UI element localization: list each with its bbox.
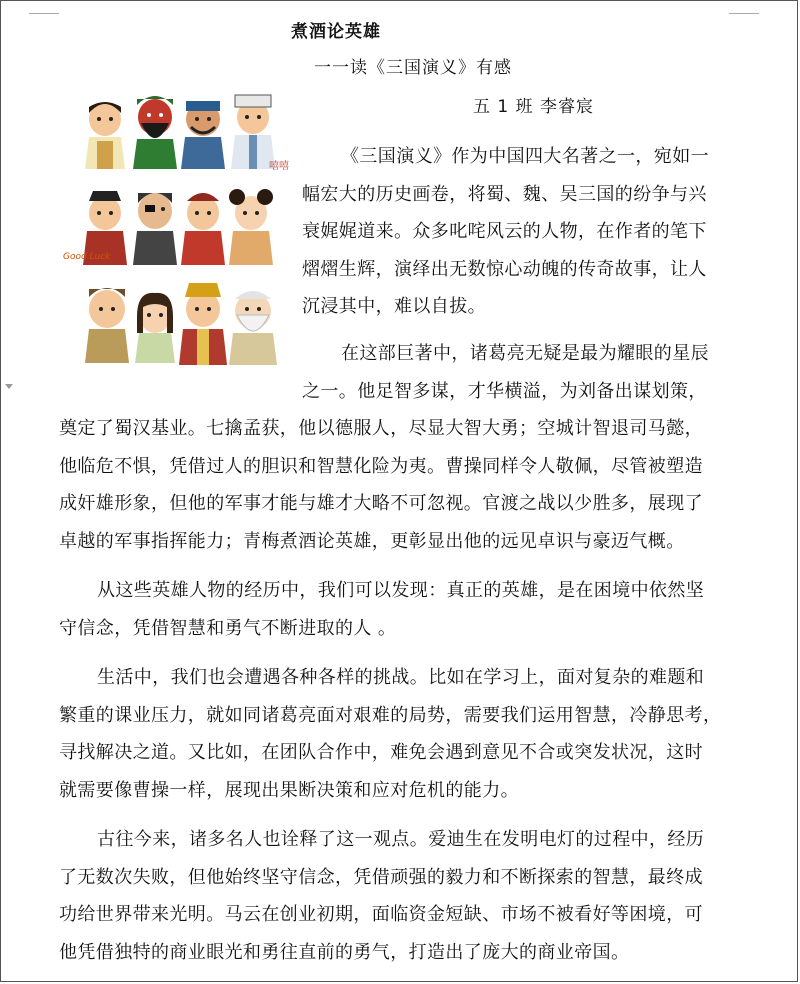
sticker-text: 嘻嘻 xyxy=(269,161,289,172)
character-figure xyxy=(229,291,277,365)
three-kingdoms-characters-illustration xyxy=(61,89,293,379)
body-line: 繁重的课业压力，就如同诸葛亮面对艰难的局势，需要我们运用智慧，冷静思考， xyxy=(59,705,722,726)
body-line: 沉浸其中，难以自拔。 xyxy=(302,296,486,317)
essay-subtitle: 一一读《三国演义》有感 xyxy=(314,58,512,78)
good-luck-logo: Good Luck xyxy=(63,252,111,262)
body-line: 生活中，我们也会遭遇各种各样的挑战。比如在学习上，面对复杂的难题和 xyxy=(97,667,705,688)
body-line: 他凭借独特的商业眼光和勇往直前的勇气，打造出了庞大的商业帝国。 xyxy=(59,942,630,963)
character-figure xyxy=(85,288,129,363)
character-figure xyxy=(133,193,177,265)
page-corner-mark xyxy=(729,5,759,14)
body-line: 守信念，凭借智慧和勇气不断进取的人 。 xyxy=(59,618,397,639)
body-line: 他临危不惧，凭借过人的胆识和智慧化险为夷。曹操同样令人敬佩，尽管被塑造 xyxy=(59,456,703,477)
character-figure xyxy=(229,189,273,265)
character-figure xyxy=(133,96,177,169)
body-line: 衰娓娓道来。众多叱咤风云的人物，在作者的笔下 xyxy=(302,221,707,242)
character-figure xyxy=(179,283,227,365)
body-line: 在这部巨著中，诸葛亮无疑是最为耀眼的星辰 xyxy=(341,343,709,364)
body-line: 古往今来，诸多名人也诠释了这一观点。爱迪生在发明电灯的过程中，经历 xyxy=(97,829,705,850)
body-line: 寻找解决之道。又比如，在团队合作中，难免会遇到意见不合或突发状况，这时 xyxy=(59,742,703,763)
character-figure xyxy=(181,193,225,265)
character-figure xyxy=(231,95,275,169)
body-line: 功给世界带来光明。马云在创业初期，面临资金短缺、市场不被看好等困境，可 xyxy=(59,904,703,925)
body-line: 《三国演义》作为中国四大名著之一，宛如一 xyxy=(341,146,709,167)
body-line: 熠熠生辉，演绎出无数惊心动魄的传奇故事，让人 xyxy=(302,259,707,280)
page-corner-mark xyxy=(29,5,59,14)
body-line: 幅宏大的历史画卷，将蜀、魏、吴三国的纷争与兴 xyxy=(302,184,707,205)
body-line: 卓越的军事指挥能力；青梅煮酒论英雄，更彰显出他的远见卓识与豪迈气概。 xyxy=(59,531,685,552)
characters-image xyxy=(61,89,293,379)
body-line: 奠定了蜀汉基业。七擒孟获，他以德服人，尽显大智大勇；空城计智退司马懿， xyxy=(59,418,703,439)
body-line: 从这些英雄人物的经历中，我们可以发现：真正的英雄，是在困境中依然坚 xyxy=(97,580,705,601)
body-line: 之一。他足智多谋，才华横溢，为刘备出谋划策， xyxy=(302,381,707,402)
character-figure xyxy=(181,101,225,169)
body-line: 就需要像曹操一样，展现出果断决策和应对危机的能力。 xyxy=(59,780,519,801)
body-line: 成奸雄形象，但他的军事才能与雄才大略不可忽视。官渡之战以少胜多，展现了 xyxy=(59,493,703,514)
character-figure xyxy=(85,102,125,169)
essay-title: 煮酒论英雄 xyxy=(291,22,381,42)
body-line: 了无数次失败，但他始终坚守信念，凭借顽强的毅力和不断探索的智慧，最终成 xyxy=(59,867,703,888)
character-figure xyxy=(135,293,175,363)
author-line: 五 1 班 李睿宸 xyxy=(473,97,595,117)
margin-marker xyxy=(5,384,13,389)
